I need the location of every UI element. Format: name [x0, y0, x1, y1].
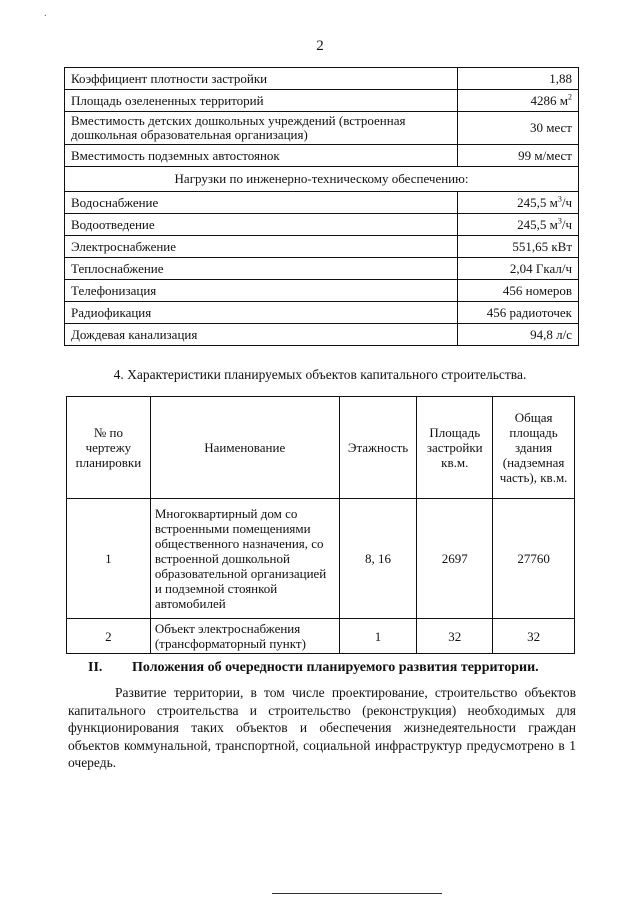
cell-total: 32 — [493, 619, 575, 654]
row-value: 456 радиоточек — [458, 302, 579, 324]
cell-num: 2 — [67, 619, 151, 654]
cell-name: Многоквартирный дом со встроенными помещениями общественного назначения, со встроенной дошкольной образовательной организацией и подземной стоянкой автомобилей — [150, 499, 339, 619]
cell-num: 1 — [67, 499, 151, 619]
value-sup: 3 — [557, 194, 562, 204]
row-label: Дождевая канализация — [65, 324, 458, 346]
scan-mark: . — [44, 8, 47, 19]
table-row — [67, 499, 575, 619]
table-row — [65, 214, 579, 236]
value-sup: 2 — [568, 92, 572, 102]
header-name: Наименование — [150, 397, 339, 499]
table-row — [65, 258, 579, 280]
table-header-row — [67, 397, 575, 499]
value-suffix: /ч — [561, 216, 572, 232]
row-value — [458, 214, 579, 236]
loads-header: Нагрузки по инженерно-техническому обеспечению: — [65, 167, 579, 192]
row-value: 94,8 л/с — [458, 324, 579, 346]
row-value — [458, 90, 579, 112]
header-area: Площадь застройки кв.м. — [417, 397, 493, 499]
row-value: 551,65 кВт — [458, 236, 579, 258]
table-row — [65, 90, 579, 112]
row-label: Водоотведение — [65, 214, 458, 236]
bottom-rule — [272, 893, 442, 894]
value-text: 245,5 м — [517, 194, 558, 210]
row-label: Коэффициент плотности застройки — [65, 68, 458, 90]
header-total: Общая площадь здания (надземная часть), кв.м. — [493, 397, 575, 499]
value-text: 245,5 м — [517, 216, 558, 232]
table-row — [65, 192, 579, 214]
table-row — [65, 236, 579, 258]
table-row — [65, 302, 579, 324]
section-number: II. — [88, 660, 103, 675]
row-label: Вместимость подземных автостоянок — [65, 145, 458, 167]
header-num: № по чертежу планировки — [67, 397, 151, 499]
table-row — [65, 167, 579, 192]
table-row — [65, 68, 579, 90]
row-value — [458, 192, 579, 214]
table-row — [67, 619, 575, 654]
row-value: 30 мест — [458, 112, 579, 145]
value-text: 4286 м — [530, 92, 568, 108]
table-row — [65, 280, 579, 302]
row-value: 99 м/мест — [458, 145, 579, 167]
value-sup: 3 — [557, 216, 562, 226]
table-row — [65, 145, 579, 167]
cell-floors: 8, 16 — [339, 499, 417, 619]
summary-table — [64, 67, 579, 346]
table-row — [65, 324, 579, 346]
row-label: Водоснабжение — [65, 192, 458, 214]
value-suffix: /ч — [561, 194, 572, 210]
section-title: Положения об очередности планируемого развития территории. — [132, 660, 539, 675]
objects-table — [66, 396, 575, 654]
cell-total: 27760 — [493, 499, 575, 619]
header-floors: Этажность — [339, 397, 417, 499]
row-label: Телефонизация — [65, 280, 458, 302]
page-number: 2 — [316, 38, 324, 54]
row-value: 1,88 — [458, 68, 579, 90]
row-value: 2,04 Гкал/ч — [458, 258, 579, 280]
row-value: 456 номеров — [458, 280, 579, 302]
cell-area: 2697 — [417, 499, 493, 619]
cell-floors: 1 — [339, 619, 417, 654]
cell-name: Объект электроснабжения (трансформаторный пункт) — [150, 619, 339, 654]
section-2-heading — [88, 660, 539, 676]
table-row — [65, 112, 579, 145]
row-label: Теплоснабжение — [65, 258, 458, 280]
row-label: Электроснабжение — [65, 236, 458, 258]
row-label: Радиофикация — [65, 302, 458, 324]
cell-area: 32 — [417, 619, 493, 654]
row-label: Вместимость детских дошкольных учреждений (встроенная дошкольная образовательная организация) — [65, 112, 458, 145]
section-4-title: 4. Характеристики планируемых объектов капитального строительства. — [113, 367, 527, 382]
section-2-paragraph: Развитие территории, в том числе проектирование, строительство объектов капитального строительства и строительство (реконструкция) необходимых для функционирования таких объектов и обеспечения жизнедеятельности граждан объектов коммунальной, транспортной, социальной инфраструктур предусмотрено в 1 очередь. — [68, 685, 576, 770]
row-label: Площадь озелененных территорий — [65, 90, 458, 112]
